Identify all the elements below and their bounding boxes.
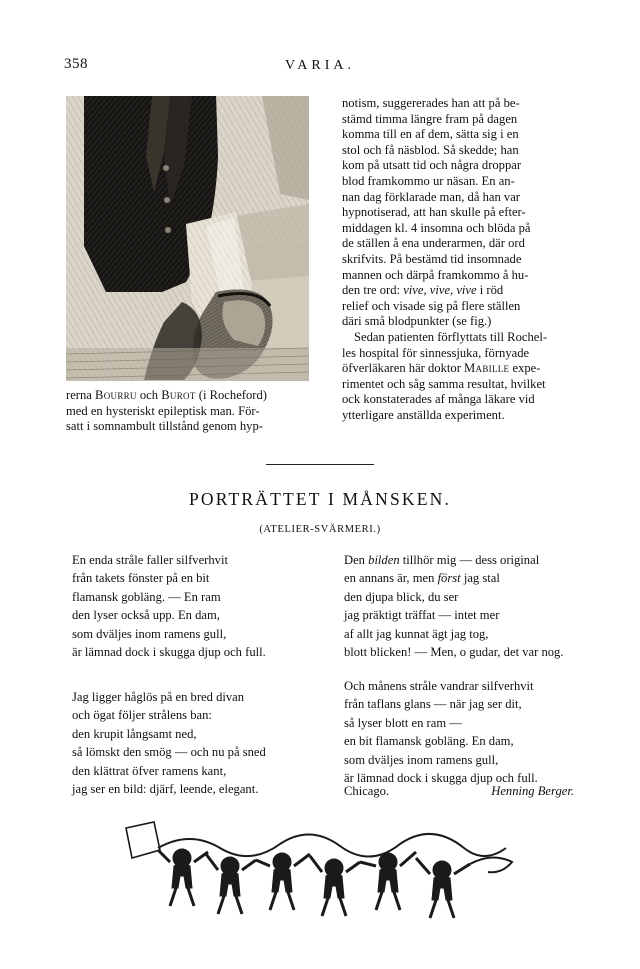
verse-line: jag ser en bild: djärf, leende, elegant. (72, 782, 259, 797)
running-head-title: VARIA. (284, 58, 356, 73)
verse-line: från takets fönster på en bit (72, 571, 210, 586)
right-col-line-12: mannen och därpå framkommo å hu- (342, 267, 529, 282)
signature-author: Henning Berger. (491, 784, 574, 798)
right-col-line-2: stämd timma längre fram på dagen (342, 111, 518, 126)
verse-right-stanza-1 (344, 551, 564, 661)
verse-line: som dväljes inom ramens gull, (344, 752, 499, 767)
page-folio: 358 (64, 56, 88, 72)
verse-line: är lämnad dock i skugga djup och full. (72, 645, 266, 660)
verse-line: En enda stråle faller silfverhvit (72, 553, 228, 567)
verse-line: så lömskt den smög — och nu på sned (72, 745, 266, 760)
poem-signature (344, 782, 574, 800)
verse-line: som dväljes inom ramens gull, (72, 626, 227, 641)
verse-line: från taflans glans — när jag ser dit, (344, 697, 522, 712)
italic-vive: vive, vive, vive (403, 283, 477, 298)
right-col-p2-line-2: les hospital för sinnessjuka, förnyade (342, 345, 530, 360)
dancing-putti-vignette (120, 818, 520, 928)
verse-line: flamansk gobläng. — En ram (72, 589, 221, 604)
verse-line: en annans är, men först jag stal (344, 571, 500, 586)
right-col-line-5: kom på utsatt tid och några droppar (342, 158, 522, 173)
poem-title: PORTRÄTTET I MÅNSKEN. (188, 489, 452, 509)
verse-line: den lyser också upp. En dam, (72, 608, 220, 623)
right-col-p2-line-3: öfverläkaren här doktor Mabille expe- (342, 361, 541, 376)
verse-line: den klättrat öfver ramens kant, (72, 763, 227, 778)
right-col-p2-line-4: rimentet och såg samma resultat, hvilket (342, 376, 546, 391)
left-col-line-1: rerna Bourru och Burot (i Rocheford) (66, 388, 267, 402)
name-burot: Burot (161, 388, 196, 402)
verse-right-stanza-2 (344, 677, 538, 787)
right-col-line-8: hypnotiserad, att han skulle på efter- (342, 205, 526, 220)
poem-subtitle: (ATELIER-SVÄRMERI.) (259, 524, 381, 535)
verse-line: en bit flamansk gobläng. En dam, (344, 734, 514, 749)
right-column-text (342, 96, 574, 423)
right-col-p2-line-6: ytterligare anställda experiment. (342, 407, 505, 422)
verse-left-stanza-2 (72, 688, 266, 798)
signature-city: Chicago. (344, 784, 390, 798)
right-col-line-7: nan dag förklarade man, då han var (342, 189, 520, 204)
verse-line: så lyser blott en ram — (344, 715, 462, 730)
name-mabille: Mabille (464, 361, 510, 376)
verse-line: den krupit långsamt ned, (72, 726, 197, 741)
verse-line: Jag ligger håglös på en bred divan (72, 690, 245, 704)
right-col-p2-line-1: Sedan patienten förflyttats till Rochel- (354, 329, 548, 344)
right-col-p2-line-5: ock konstaterades af många läkare vid (342, 392, 535, 407)
left-col-line-2: med en hysteriskt epileptisk man. För- (66, 403, 260, 418)
right-col-line-10: de ställen å ena underarmen, där ord (342, 236, 525, 251)
name-bourru: Bourru (95, 388, 137, 402)
left-col-line-3: satt i somnambult tillstånd genom hyp- (66, 419, 263, 434)
right-col-line-15: däri små blodpunkter (se fig.) (342, 314, 492, 329)
right-col-line-13: den tre ord: vive, vive, vive i röd (342, 283, 504, 298)
verse-line: Och månens stråle vandrar silfverhvit (344, 679, 534, 693)
verse-line: jag präktigt träffat — intet mer (344, 608, 500, 623)
running-head (64, 56, 576, 80)
verse-line: den djupa blick, du ser (344, 589, 459, 604)
verse-line: är lämnad dock i skugga djup och full. (344, 771, 538, 786)
verse-line: blott blicken! — Men, o gudar, det var nog. (344, 645, 564, 660)
verse-line: af allt jag kunnat ägt jag tog, (344, 626, 489, 641)
verse-line: Den bilden tillhör mig — dess original (344, 553, 540, 567)
engraving-illustration (66, 96, 309, 381)
verse-left-stanza-1 (72, 551, 266, 661)
section-divider-rule (266, 464, 374, 465)
right-col-line-6: blod framkommo ur näsan. En an- (342, 173, 515, 188)
left-column-text (66, 388, 309, 435)
right-col-line-11: skrifvits. På bestämd tid insomnade (342, 251, 522, 266)
right-col-line-3: komma till en af dem, sätta sig i en (342, 127, 519, 142)
right-col-line-4: stol och få näsblod. Så skedde; han (342, 142, 519, 157)
right-col-line-9: middagen kl. 4 insomna och blöda på (342, 220, 531, 235)
verse-line: och ögat följer strålens ban: (72, 708, 212, 723)
right-col-line-1: notism, suggererades han att på be- (342, 96, 520, 110)
right-col-line-14: relief och visade sig på flere ställen (342, 298, 521, 313)
